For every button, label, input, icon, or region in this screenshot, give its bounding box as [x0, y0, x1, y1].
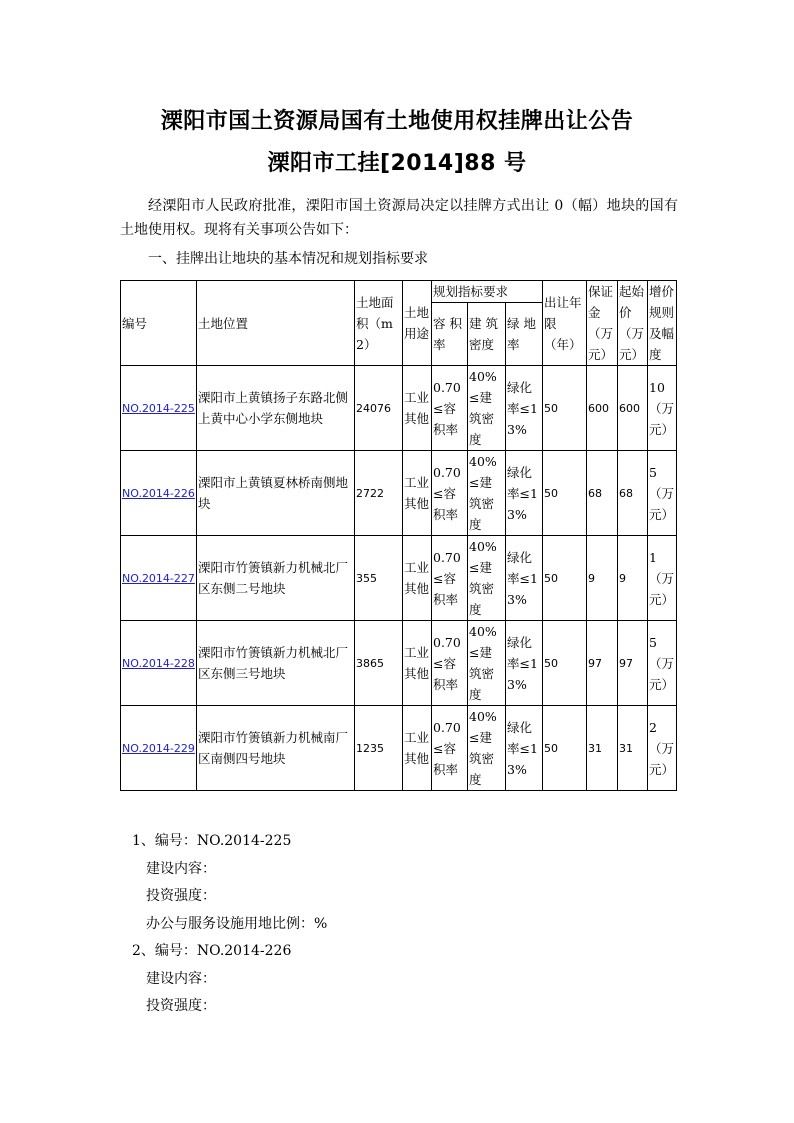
table-row [121, 451, 677, 536]
start-price-cell: 9 [618, 536, 648, 621]
location-cell: 溧阳市竹箦镇新力机械北厂区东侧三号地块 [197, 621, 355, 706]
header-deposit: 保证金（万元） [587, 281, 618, 366]
plot-heading: 2、编号：NO.2014-226 [132, 943, 292, 959]
header-use: 土地用途 [403, 281, 432, 366]
plot-ratio-cell: 0.70≤容积率 [432, 366, 468, 451]
building-density-cell: 40%≤建筑密度 [468, 451, 506, 536]
table-row [121, 621, 677, 706]
plot-ratio-cell: 0.70≤容积率 [432, 451, 468, 536]
start-price-cell: 600 [618, 366, 648, 451]
deposit-cell: 97 [587, 621, 618, 706]
parcel-number-cell[interactable] [121, 366, 197, 451]
plot-ratio-cell: 0.70≤容积率 [432, 621, 468, 706]
header-plot-ratio: 容 积率 [432, 303, 468, 366]
header-planning: 规划指标要求 [432, 281, 543, 303]
deposit-cell: 31 [587, 706, 618, 791]
term-cell: 50 [543, 451, 587, 536]
increment-cell: 5（万元） [648, 451, 677, 536]
plot-ratio-cell: 0.70≤容积率 [432, 706, 468, 791]
construction-content-label: 建设内容： [146, 860, 216, 877]
location-cell: 溧阳市上黄镇夏林桥南侧地块 [197, 451, 355, 536]
parcel-number-cell[interactable] [121, 621, 197, 706]
building-density-cell: 40%≤建筑密度 [468, 621, 506, 706]
use-cell: 工业其他 [403, 536, 432, 621]
green-rate-cell: 绿化率≤13% [506, 366, 543, 451]
term-cell: 50 [543, 621, 587, 706]
deposit-cell: 9 [587, 536, 618, 621]
plot-details [132, 828, 672, 1021]
area-cell: 24076 [355, 366, 403, 451]
section-heading: 一、挂牌出让地块的基本情况和规划指标要求 [148, 251, 428, 267]
investment-intensity-label: 投资强度： [146, 888, 216, 904]
area-cell: 355 [355, 536, 403, 621]
header-area: 土地面积（m2） [355, 281, 403, 366]
increment-cell: 10（万元） [648, 366, 677, 451]
increment-cell: 1（万元） [648, 536, 677, 621]
area-cell: 1235 [355, 706, 403, 791]
term-cell: 50 [543, 536, 587, 621]
term-cell: 50 [543, 706, 587, 791]
location-cell: 溧阳市竹箦镇新力机械北厂区东侧二号地块 [197, 536, 355, 621]
parcel-number-cell[interactable] [121, 536, 197, 621]
header-building-density: 建 筑密度 [468, 303, 506, 366]
header-green-rate: 绿 地率 [506, 303, 543, 366]
header-start-price: 起始价（万元） [618, 281, 648, 366]
header-location: 土地位置 [197, 281, 355, 366]
increment-cell: 2（万元） [648, 706, 677, 791]
table-row [121, 366, 677, 451]
building-density-cell: 40%≤建筑密度 [468, 536, 506, 621]
land-parcel-table [120, 280, 677, 791]
use-cell: 工业其他 [403, 366, 432, 451]
green-rate-cell: 绿化率≤13% [506, 706, 543, 791]
area-cell: 3865 [355, 621, 403, 706]
use-cell: 工业其他 [403, 451, 432, 536]
location-cell: 溧阳市上黄镇扬子东路北侧上黄中心小学东侧地块 [197, 366, 355, 451]
building-density-cell: 40%≤建筑密度 [468, 706, 506, 791]
intro-paragraph: 经溧阳市人民政府批准，溧阳市国土资源局决定以挂牌方式出让 0（幅）地块的国有土地使用权。现将有关事项公告如下： [120, 198, 678, 238]
start-price-cell: 31 [618, 706, 648, 791]
document-title: 溧阳市国土资源局国有土地使用权挂牌出让公告 [160, 109, 634, 134]
start-price-cell: 68 [618, 451, 648, 536]
table-row [121, 706, 677, 791]
plot-heading: 1、编号：NO.2014-225 [132, 833, 292, 849]
deposit-cell: 600 [587, 366, 618, 451]
term-cell: 50 [543, 366, 587, 451]
parcel-number-link[interactable]: NO.2014-229 [122, 742, 195, 755]
parcel-number-link[interactable]: NO.2014-225 [122, 402, 195, 415]
parcel-number-link[interactable]: NO.2014-226 [122, 487, 195, 500]
location-cell: 溧阳市竹箦镇新力机械南厂区南侧四号地块 [197, 706, 355, 791]
parcel-number-cell[interactable] [121, 451, 197, 536]
parcel-number-link[interactable]: NO.2014-227 [122, 572, 195, 585]
area-cell: 2722 [355, 451, 403, 536]
deposit-cell: 68 [587, 451, 618, 536]
increment-cell: 5（万元） [648, 621, 677, 706]
document-number: 溧阳市工挂[2014]88 号 [267, 151, 527, 176]
use-cell: 工业其他 [403, 706, 432, 791]
header-term: 出让年限（年） [543, 281, 587, 366]
header-number: 编号 [121, 281, 197, 366]
parcel-number-link[interactable]: NO.2014-228 [122, 657, 195, 670]
table-row [121, 536, 677, 621]
office-facility-ratio-label: 办公与服务设施用地比例：% [146, 915, 328, 932]
header-increment: 增价规则及幅度 [648, 281, 677, 366]
building-density-cell: 40%≤建筑密度 [468, 366, 506, 451]
green-rate-cell: 绿化率≤13% [506, 451, 543, 536]
investment-intensity-label: 投资强度： [146, 998, 216, 1014]
green-rate-cell: 绿化率≤13% [506, 621, 543, 706]
plot-ratio-cell: 0.70≤容积率 [432, 536, 468, 621]
start-price-cell: 97 [618, 621, 648, 706]
use-cell: 工业其他 [403, 621, 432, 706]
construction-content-label: 建设内容： [146, 970, 216, 987]
green-rate-cell: 绿化率≤13% [506, 536, 543, 621]
parcel-number-cell[interactable] [121, 706, 197, 791]
